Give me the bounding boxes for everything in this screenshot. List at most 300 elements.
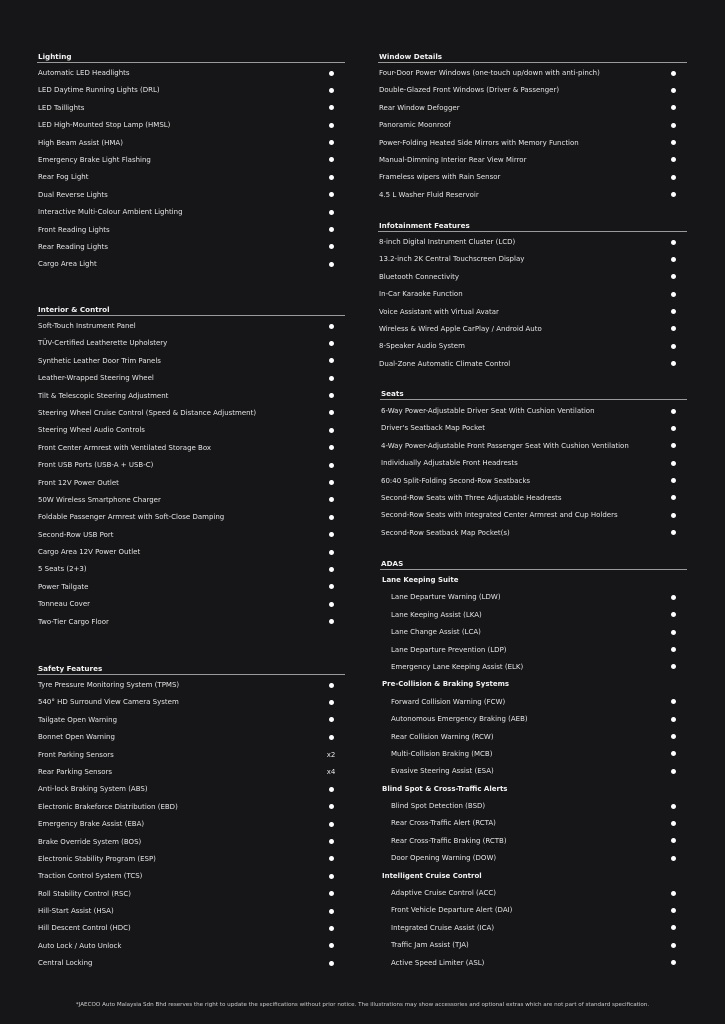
dot-icon <box>671 821 676 826</box>
availability-dot-icon <box>325 509 337 526</box>
spec-label: Interactive Multi-Colour Ambient Lighting <box>38 208 183 217</box>
dot-icon <box>329 358 334 363</box>
adas-section <box>380 559 687 972</box>
spec-label: Rear Cross-Traffic Braking (RCTB) <box>391 836 507 845</box>
availability-dot-icon <box>667 525 679 542</box>
spec-label: 4.5 L Washer Fluid Reservoir <box>379 190 479 199</box>
dot-icon <box>671 699 676 704</box>
spec-label: Hill-Start Assist (HSA) <box>38 907 114 916</box>
dot-icon <box>329 157 334 162</box>
dot-icon <box>671 925 676 930</box>
spec-list <box>37 677 345 973</box>
availability-dot-icon <box>667 729 679 746</box>
spec-label: 8-Speaker Audio System <box>379 342 465 351</box>
spec-label: Blind Spot Detection (BSD) <box>391 802 486 811</box>
infotainment-section <box>378 221 687 373</box>
spec-label: 60:40 Split-Folding Second-Row Seatbacks <box>381 476 531 485</box>
spec-label: Automatic LED Headlights <box>38 69 130 77</box>
spec-label: LED Daytime Running Lights (DRL) <box>38 86 160 95</box>
availability-dot-icon <box>325 457 337 474</box>
dot-icon <box>671 856 676 861</box>
availability-dot-icon <box>667 920 679 937</box>
spec-label: Second-Row Seats with Integrated Center Armrest and Cup Holders <box>381 511 618 520</box>
window-section <box>378 52 687 204</box>
dot-icon <box>329 480 334 485</box>
availability-dot-icon <box>325 596 337 613</box>
spec-row <box>37 781 345 798</box>
spec-row <box>380 473 687 490</box>
spec-label: Second-Row USB Port <box>38 530 114 539</box>
spec-row <box>380 694 687 711</box>
availability-dot-icon <box>325 405 337 422</box>
availability-dot-icon <box>325 169 337 186</box>
availability-dot-icon <box>325 100 337 117</box>
spec-label: Frameless wipers with Rain Sensor <box>379 173 501 182</box>
availability-dot-icon <box>667 624 679 641</box>
availability-dot-icon <box>667 338 679 355</box>
section-title: Safety Features <box>37 664 345 675</box>
availability-dot-icon <box>667 304 679 321</box>
spec-row <box>378 251 687 268</box>
dot-icon <box>329 909 334 914</box>
dot-icon <box>671 630 676 635</box>
dot-icon <box>671 530 676 535</box>
spec-row <box>37 422 345 439</box>
dot-icon <box>329 428 334 433</box>
dot-icon <box>329 227 334 232</box>
spec-label: Foldable Passenger Armrest with Soft-Close Damping <box>38 513 225 522</box>
spec-label: 540° HD Surround View Camera System <box>38 698 179 707</box>
availability-dot-icon <box>325 868 337 885</box>
spec-list <box>378 234 687 373</box>
dot-icon <box>671 513 676 518</box>
availability-dot-icon <box>325 561 337 578</box>
spec-row <box>37 353 345 370</box>
spec-label: Front Parking Sensors <box>38 750 114 759</box>
dot-icon <box>671 960 676 965</box>
dot-icon <box>671 309 676 314</box>
spec-row <box>37 561 345 578</box>
dot-icon <box>671 908 676 913</box>
spec-row <box>37 938 345 955</box>
spec-label: Front 12V Power Outlet <box>38 478 119 487</box>
dot-icon <box>671 595 676 600</box>
availability-dot-icon <box>667 100 679 117</box>
spec-row <box>37 152 345 169</box>
availability-dot-icon <box>667 117 679 134</box>
spec-row <box>378 152 687 169</box>
dot-icon <box>329 961 334 966</box>
lighting-section <box>37 52 345 274</box>
spec-label: Emergency Brake Assist (EBA) <box>38 820 145 829</box>
spec-row <box>37 799 345 816</box>
spec-row <box>380 955 687 972</box>
dot-icon <box>671 105 676 110</box>
spec-label: Tyre Pressure Monitoring System (TPMS) <box>38 681 180 689</box>
availability-dot-icon <box>325 544 337 561</box>
spec-label: Roll Stability Control (RSC) <box>38 889 131 898</box>
spec-label: Central Locking <box>38 959 93 968</box>
spec-label: 13.2-inch 2K Central Touchscreen Display <box>379 255 525 264</box>
spec-label: Synthetic Leather Door Trim Panels <box>38 356 161 365</box>
dot-icon <box>671 292 676 297</box>
spec-row <box>380 850 687 867</box>
spec-row <box>380 490 687 507</box>
dot-icon <box>329 123 334 128</box>
spec-row <box>37 318 345 335</box>
availability-dot-icon <box>667 798 679 815</box>
spec-label: Individually Adjustable Front Headrests <box>381 459 518 468</box>
spec-row <box>37 239 345 256</box>
dot-icon <box>329 700 334 705</box>
dot-icon <box>329 324 334 329</box>
availability-dot-icon <box>325 335 337 352</box>
spec-row <box>37 868 345 885</box>
dot-icon <box>671 140 676 145</box>
dot-icon <box>671 751 676 756</box>
dot-icon <box>329 71 334 76</box>
spec-row <box>37 764 345 781</box>
spec-row <box>380 815 687 832</box>
availability-dot-icon <box>667 135 679 152</box>
spec-row <box>37 388 345 405</box>
spec-label: Rear Fog Light <box>38 173 89 182</box>
availability-dot-icon <box>667 902 679 919</box>
spec-label: 4-Way Power-Adjustable Front Passenger Seat With Cushion Ventilation <box>381 441 629 450</box>
spec-label: Brake Override System (BOS) <box>38 837 142 846</box>
spec-row <box>37 405 345 422</box>
dot-icon <box>671 664 676 669</box>
availability-dot-icon <box>325 422 337 439</box>
spec-label: Traffic Jam Assist (TJA) <box>391 941 469 950</box>
spec-row <box>380 833 687 850</box>
spec-label: Rear Cross-Traffic Alert (RCTA) <box>391 819 496 828</box>
spec-row <box>380 798 687 815</box>
spec-row <box>37 527 345 544</box>
spec-row <box>37 100 345 117</box>
dot-icon <box>329 926 334 931</box>
spec-row <box>380 607 687 624</box>
spec-label: Tilt & Telescopic Steering Adjustment <box>38 391 169 400</box>
availability-dot-icon <box>325 318 337 335</box>
spec-label: Traction Control System (TCS) <box>38 872 143 881</box>
dot-icon <box>671 612 676 617</box>
availability-dot-icon <box>325 65 337 82</box>
spec-label: 50W Wireless Smartphone Charger <box>38 495 161 504</box>
spec-label: Lane Departure Warning (LDW) <box>391 593 501 602</box>
spec-label: Tailgate Open Warning <box>38 715 118 724</box>
dot-icon <box>671 461 676 466</box>
spec-label: Door Opening Warning (DOW) <box>391 854 497 863</box>
adas-groups <box>380 572 687 972</box>
spec-row <box>37 370 345 387</box>
spec-row <box>378 286 687 303</box>
dot-icon <box>671 804 676 809</box>
section-title: ADAS <box>380 559 687 570</box>
dot-icon <box>329 463 334 468</box>
spec-row <box>380 746 687 763</box>
dot-icon <box>329 550 334 555</box>
availability-dot-icon <box>325 117 337 134</box>
dot-icon <box>671 361 676 366</box>
availability-dot-icon <box>325 955 337 972</box>
spec-label: Autonomous Emergency Braking (AEB) <box>391 715 528 724</box>
dot-icon <box>329 88 334 93</box>
spec-label: Steering Wheel Audio Controls <box>38 426 145 435</box>
spec-row <box>37 204 345 221</box>
spec-label: Electronic Stability Program (ESP) <box>38 854 156 863</box>
dot-icon <box>329 822 334 827</box>
spec-label: LED High-Mounted Stop Lamp (HMSL) <box>38 121 171 130</box>
spec-label: In-Car Karaoke Function <box>379 290 463 299</box>
dot-icon <box>329 717 334 722</box>
availability-dot-icon <box>667 234 679 251</box>
spec-row <box>37 509 345 526</box>
spec-row <box>37 82 345 99</box>
spec-label: Rear Collision Warning (RCW) <box>391 732 494 741</box>
spec-row <box>37 492 345 509</box>
spec-row <box>380 589 687 606</box>
spec-row <box>37 579 345 596</box>
section-title: Infotainment Features <box>378 221 687 232</box>
availability-dot-icon <box>325 799 337 816</box>
spec-row <box>37 65 345 82</box>
availability-dot-icon <box>667 850 679 867</box>
spec-row <box>37 712 345 729</box>
spec-label: Rear Window Defogger <box>379 103 460 112</box>
availability-dot-icon <box>325 135 337 152</box>
spec-row <box>37 903 345 920</box>
spec-label: Manual-Dimming Interior Rear View Mirror <box>379 155 527 164</box>
spec-label: Front Vehicle Departure Alert (DAI) <box>391 906 513 915</box>
dot-icon <box>329 532 334 537</box>
availability-dot-icon <box>667 694 679 711</box>
availability-dot-icon <box>667 507 679 524</box>
dot-icon <box>329 244 334 249</box>
spec-label: Second-Row Seats with Three Adjustable Headrests <box>381 493 562 502</box>
spec-label: Multi-Collision Braking (MCB) <box>391 749 493 758</box>
dot-icon <box>329 192 334 197</box>
spec-row <box>378 100 687 117</box>
spec-row <box>380 711 687 728</box>
spec-row <box>378 321 687 338</box>
availability-dot-icon <box>667 659 679 676</box>
dot-icon <box>329 497 334 502</box>
availability-dot-icon <box>667 815 679 832</box>
dot-icon <box>671 192 676 197</box>
spec-label: Integrated Cruise Assist (ICA) <box>391 923 495 932</box>
spec-row <box>37 117 345 134</box>
section-title: Window Details <box>378 52 687 63</box>
dot-icon <box>329 140 334 145</box>
spec-label: 6-Way Power-Adjustable Driver Seat With Cushion Ventilation <box>381 407 595 415</box>
spec-label: Cargo Area 12V Power Outlet <box>38 548 141 557</box>
dot-icon <box>329 376 334 381</box>
dot-icon <box>329 410 334 415</box>
availability-dot-icon <box>325 388 337 405</box>
dot-icon <box>329 210 334 215</box>
availability-dot-icon <box>325 694 337 711</box>
availability-dot-icon <box>667 82 679 99</box>
availability-dot-icon <box>325 614 337 631</box>
spec-row <box>380 438 687 455</box>
dot-icon <box>671 88 676 93</box>
spec-label: Lane Departure Prevention (LDP) <box>391 645 507 654</box>
availability-dot-icon <box>667 169 679 186</box>
spec-row <box>378 356 687 373</box>
availability-dot-icon <box>325 256 337 273</box>
spec-row <box>380 659 687 676</box>
spec-list <box>37 318 345 631</box>
spec-label: Panoramic Moonroof <box>379 121 451 130</box>
availability-dot-icon <box>325 938 337 955</box>
dot-icon <box>329 175 334 180</box>
availability-dot-icon <box>325 222 337 239</box>
spec-row <box>37 475 345 492</box>
availability-dot-icon <box>667 286 679 303</box>
availability-dot-icon <box>325 82 337 99</box>
availability-dot-icon <box>325 886 337 903</box>
dot-icon <box>329 891 334 896</box>
availability-dot-icon <box>667 438 679 455</box>
availability-dot-icon <box>667 763 679 780</box>
availability-dot-icon <box>667 269 679 286</box>
dot-icon <box>671 478 676 483</box>
spec-label: Forward Collision Warning (FCW) <box>391 697 506 706</box>
spec-label: TÜV-Certified Leatherette Upholstery <box>38 339 168 348</box>
spec-label: Dual Reverse Lights <box>38 190 108 199</box>
spec-row <box>37 544 345 561</box>
spec-label: Second-Row Seatback Map Pocket(s) <box>381 528 510 537</box>
dot-icon <box>329 943 334 948</box>
spec-label: Tonneau Cover <box>38 600 90 609</box>
spec-label: Emergency Brake Light Flashing <box>38 155 151 164</box>
availability-dot-icon <box>325 834 337 851</box>
availability-dot-icon <box>667 607 679 624</box>
availability-dot-icon <box>667 65 679 82</box>
spec-label: Four-Door Power Windows (one-touch up/down with anti-pinch) <box>379 69 600 77</box>
dot-icon <box>671 734 676 739</box>
dot-icon <box>329 856 334 861</box>
dot-icon <box>329 874 334 879</box>
availability-dot-icon <box>325 353 337 370</box>
section-title: Lighting <box>37 52 345 63</box>
spec-list <box>380 403 687 542</box>
dot-icon <box>329 735 334 740</box>
adas-group-title: Pre-Collision & Braking Systems <box>382 680 510 689</box>
dot-icon <box>329 567 334 572</box>
availability-dot-icon <box>667 955 679 972</box>
spec-label: Rear Parking Sensors <box>38 767 113 776</box>
spec-row <box>37 920 345 937</box>
spec-row <box>380 920 687 937</box>
spec-label: Dual-Zone Automatic Climate Control <box>379 359 511 368</box>
footnote: *JAECOO Auto Malaysia Sdn Bhd reserves the right to update the specifications without prior notice. The illustrations may show accessories and optional extras which are not part of standard specification. <box>75 1002 650 1008</box>
spec-label: Power-Folding Heated Side Mirrors with Memory Function <box>379 138 579 147</box>
quantity-text: x2 <box>326 750 336 759</box>
section-title: Seats <box>380 389 687 400</box>
availability-dot-icon <box>667 356 679 373</box>
spec-row <box>37 256 345 273</box>
spec-quantity <box>325 747 337 764</box>
dot-icon <box>671 157 676 162</box>
seats-section <box>380 389 687 542</box>
availability-dot-icon <box>667 711 679 728</box>
spec-label: Auto Lock / Auto Unlock <box>38 941 122 950</box>
availability-dot-icon <box>667 473 679 490</box>
spec-row <box>378 169 687 186</box>
availability-dot-icon <box>667 746 679 763</box>
dot-icon <box>671 71 676 76</box>
dot-icon <box>671 175 676 180</box>
safety-section <box>37 664 345 973</box>
spec-row <box>378 304 687 321</box>
spec-row <box>37 614 345 631</box>
spec-row <box>380 403 687 420</box>
availability-dot-icon <box>667 321 679 338</box>
spec-label: Soft-Touch Instrument Panel <box>38 322 136 330</box>
spec-row <box>378 117 687 134</box>
dot-icon <box>671 443 676 448</box>
availability-dot-icon <box>325 729 337 746</box>
dot-icon <box>329 804 334 809</box>
spec-row <box>378 269 687 286</box>
availability-dot-icon <box>667 420 679 437</box>
spec-label: Adaptive Cruise Control (ACC) <box>391 889 496 898</box>
availability-dot-icon <box>325 187 337 204</box>
spec-label: Double-Glazed Front Windows (Driver & Passenger) <box>379 86 560 95</box>
quantity-text: x4 <box>326 767 336 776</box>
adas-group-title: Lane Keeping Suite <box>382 576 459 584</box>
spec-row <box>380 642 687 659</box>
dot-icon <box>671 891 676 896</box>
spec-row <box>37 440 345 457</box>
spec-label: Cargo Area Light <box>38 260 97 269</box>
spec-label: Front Center Armrest with Ventilated Storage Box <box>38 443 212 452</box>
availability-dot-icon <box>325 781 337 798</box>
availability-dot-icon <box>667 152 679 169</box>
spec-row <box>37 335 345 352</box>
adas-group-title: Intelligent Cruise Control <box>382 871 482 880</box>
spec-label: Bluetooth Connectivity <box>379 272 460 281</box>
spec-row <box>37 596 345 613</box>
dot-icon <box>329 393 334 398</box>
availability-dot-icon <box>325 816 337 833</box>
dot-icon <box>671 426 676 431</box>
availability-dot-icon <box>667 885 679 902</box>
section-title: Interior & Control <box>37 305 345 316</box>
spec-row <box>37 187 345 204</box>
spec-label: Wireless & Wired Apple CarPlay / Android Auto <box>379 324 542 333</box>
spec-label: Leather-Wrapped Steering Wheel <box>38 374 154 383</box>
dot-icon <box>671 326 676 331</box>
dot-icon <box>329 839 334 844</box>
dot-icon <box>329 341 334 346</box>
availability-dot-icon <box>325 475 337 492</box>
spec-label: 5 Seats (2+3) <box>38 565 87 574</box>
interior-section <box>37 305 345 631</box>
dot-icon <box>671 495 676 500</box>
spec-row <box>37 886 345 903</box>
availability-dot-icon <box>667 589 679 606</box>
spec-row <box>378 65 687 82</box>
spec-row <box>37 851 345 868</box>
availability-dot-icon <box>667 403 679 420</box>
spec-label: Two-Tier Cargo Floor <box>38 617 109 626</box>
availability-dot-icon <box>325 903 337 920</box>
spec-label: Anti-lock Braking System (ABS) <box>38 785 148 794</box>
availability-dot-icon <box>325 492 337 509</box>
